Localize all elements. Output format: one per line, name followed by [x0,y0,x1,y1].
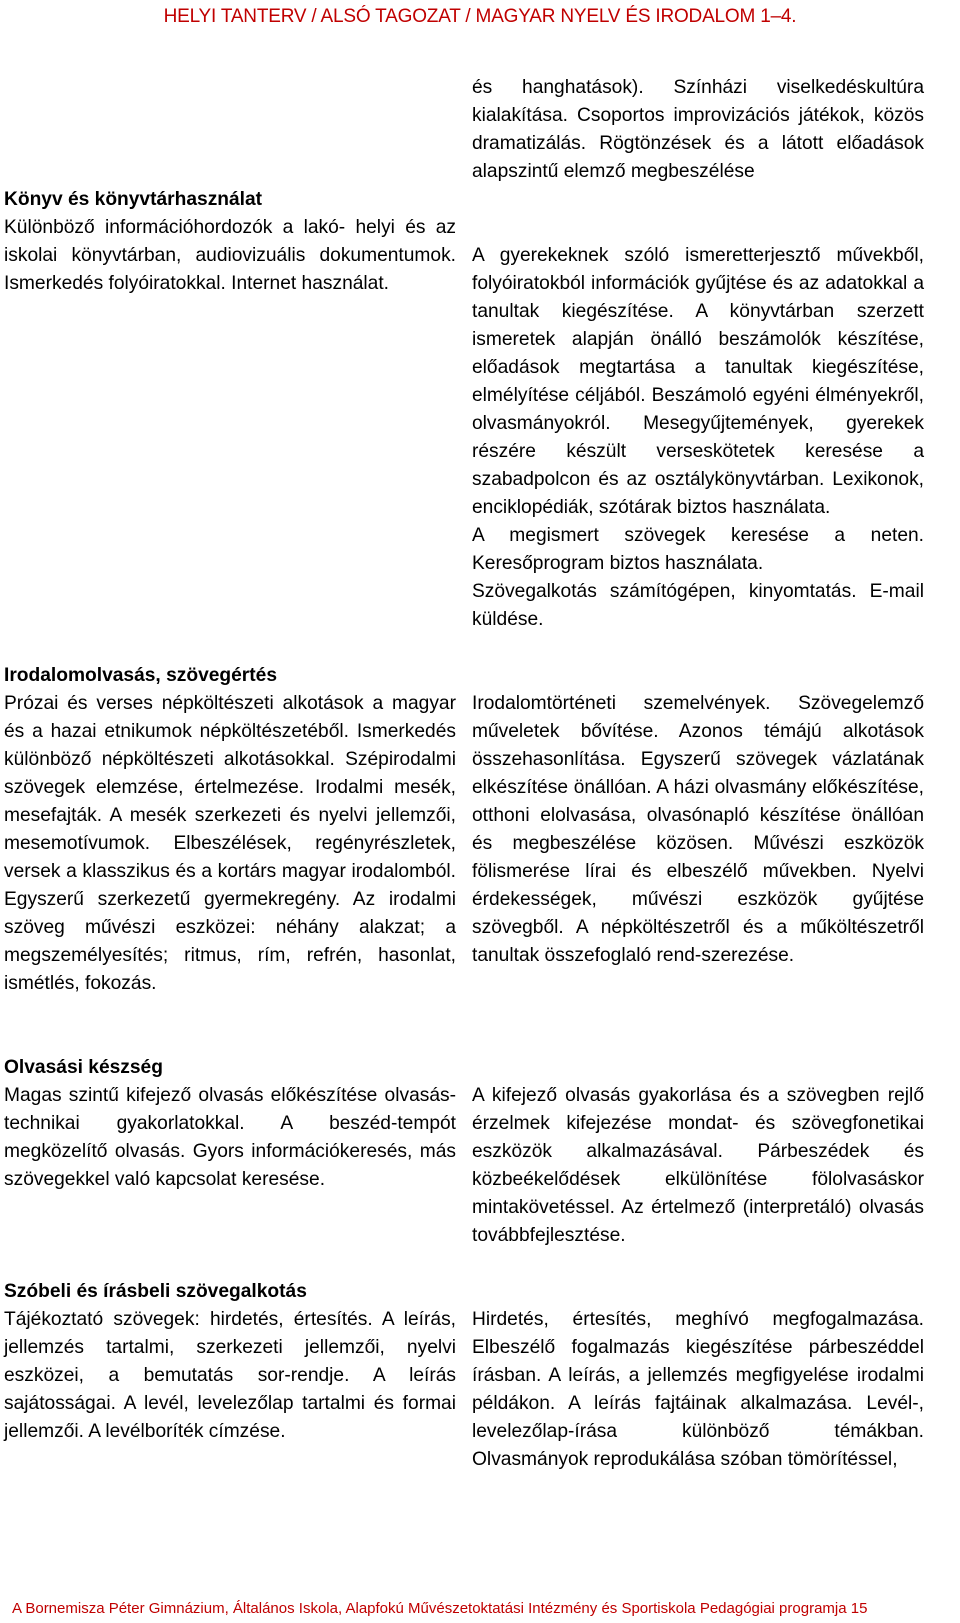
section-skill-right [472,1082,924,1250]
section-library-left [4,186,456,298]
section-drama-right [472,74,924,186]
paragraph: A megismert szövegek keresése a neten. Keresőprogram biztos használata. [472,525,924,574]
paragraph: Irodalomtörténeti szemelvények. Szövegelemző műveletek bővítése. Azonos témájú alkotások összehasonlítása. Egyszerű szövegek vázlatának elkészítése önállóan. A házi olvasmány előkészítése, otthoni elolvasása, olvasónapló készítése önállóan és megbeszélése közösen. Művészi eszközök fölismerése lírai és elbeszélő művekben. Nyelvi érdekességek, művészi eszközök gyűjtése szövegből. A népköltészetről és a műköltészetről tanultak összefoglaló rend-szerezése. [472,693,924,966]
section-content: Különböző információhordozók a lakó- helyi és az iskolai könyvtárban, audiovizuális dokumentumok. Ismerkedés folyóiratokkal. Internet használat. [4,217,456,294]
section-content: Tájékoztató szövegek: hirdetés, értesítés. A leírás, jellemzés tartalmi, szerkezeti jellemzői, nyelvi eszközei, a bemutatás sor-rendje. A leírás sajátosságai. A levél, levelezőlap tartalmi és formai jellemzői. A levélboríték címzése. [4,1309,456,1442]
section-skill-left [4,1054,456,1194]
section-heading: Könyv és könyvtárhasználat [4,189,263,210]
section-reading-left [4,662,456,998]
section-reading-right [472,690,924,970]
section-heading: Irodalomolvasás, szövegértés [4,665,278,686]
section-composition-right [472,1306,924,1474]
page-footer: A Bornemisza Péter Gimnázium, Általános Iskola, Alapfokú Művészetoktatási Intézmény és Sportiskola Pedagógiai programja 15 [12,1600,868,1617]
section-content: Magas szintű kifejező olvasás előkészítése olvasás-technikai gyakorlatokkal. A beszéd-tempót megközelítő olvasás. Gyors információkeresés, más szövegekkel való kapcsolat keresése. [4,1085,456,1190]
section-heading: Olvasási készség [4,1057,163,1078]
paragraph: A kifejező olvasás gyakorlása és a szövegben rejlő érzelmek kifejezése mondat- és szövegfonetikai eszközök alkalmazásával. Párbeszédek és közbeékelődések elkülönítése fölolvasáskor mintakövetéssel. Az értelmező (interpretáló) olvasás továbbfejlesztése. [472,1085,924,1246]
section-content: Prózai és verses népköltészeti alkotások a magyar és a hazai etnikumok népköltészetéből. Ismerkedés különböző népköltészeti alkotásokkal. Szépirodalmi szövegek elemzése, értelmezése. Irodalmi mesék, mesefajták. A mesék szerkezeti és nyelvi jellemzői, mesemotívumok. Elbeszélések, regényrészletek, versek a klasszikus és a kortárs magyar irodalomból. Egyszerű szerkezetű gyermekregény. Az irodalmi szöveg művészi eszközei: néhány alakzat; a megszemélyesítés; ritmus, rím, refrén, hasonlat, ismétlés, fokozás. [4,693,456,994]
paragraph: Hirdetés, értesítés, meghívó megfogalmazása. Elbeszélő fogalmazás kiegészítése párbeszéddel írásban. A leírás, a jellemzés megfigyelése irodalmi példákon. A leírás fajtáinak alkalmazása. Levél-, levelezőlap-írása különböző témákban. Olvasmányok reprodukálása szóban tömörítéssel, [472,1309,924,1470]
page-header: HELYI TANTERV / ALSÓ TAGOZAT / MAGYAR NYELV ÉS IRODALOM 1–4. [163,6,797,27]
paragraph: és hanghatások). Színházi viselkedéskultúra kialakítása. Csoportos improvizációs játékok, közös dramatizálás. Rögtönzések és a látott előadások alapszintű elemző megbeszélése [472,77,924,182]
paragraph: A gyerekeknek szóló ismeretterjesztő művekből, folyóiratokból információk gyűjtése és az adatokkal a tanultak kiegészítése. A könyvtárban szerzett ismeretek alapján önálló beszámolók készítése, előadások megtartása a tanultak kiegészítése, elmélyítése céljából. Beszámoló egyéni élményekről, olvasmányokról. Mesegyűjtemények, gyerekek részére készült verseskötetek keresése a szabadpolcon és az osztálykönyvtárban. Lexikonok, enciklopédiák, szótárak biztos használata. [472,245,924,518]
section-library-right [472,242,924,634]
paragraph: Szövegalkotás számítógépen, kinyomtatás. E-mail küldése. [472,581,924,630]
section-heading: Szóbeli és írásbeli szövegalkotás [4,1281,307,1302]
section-composition-left [4,1278,456,1446]
